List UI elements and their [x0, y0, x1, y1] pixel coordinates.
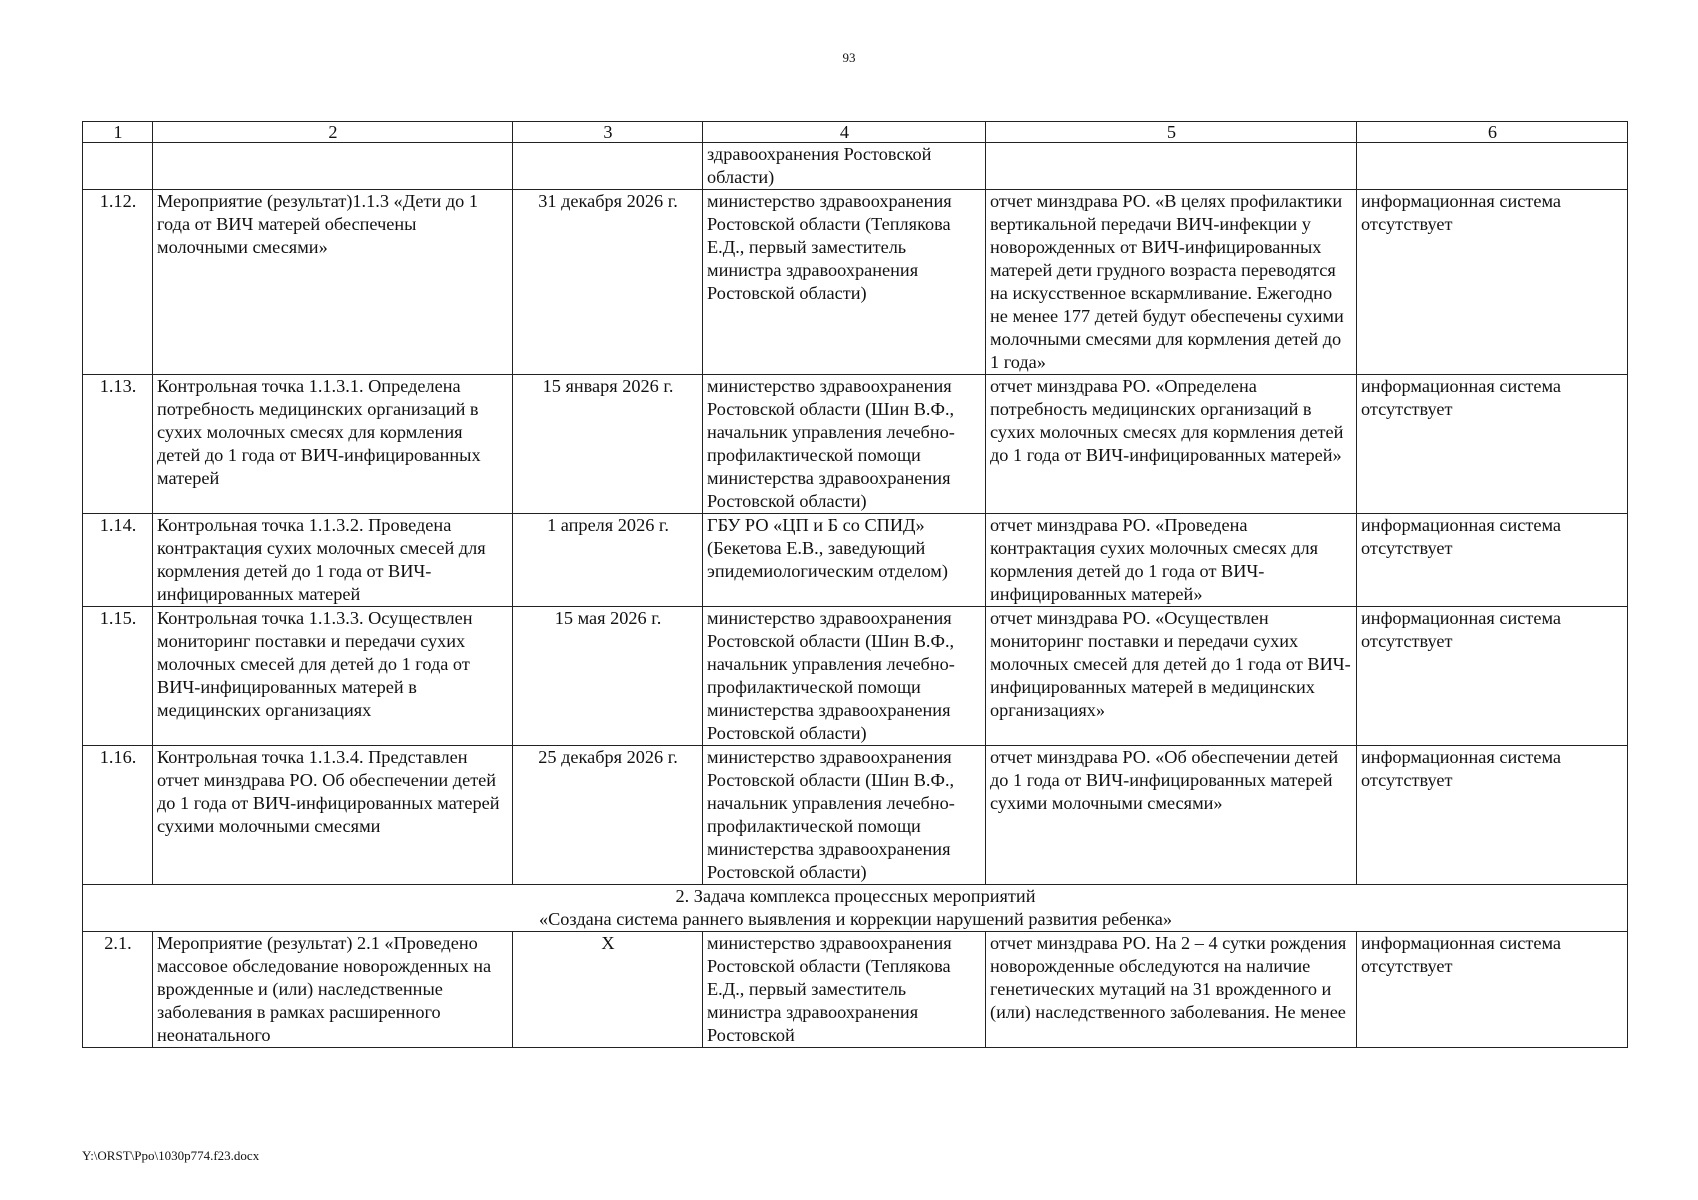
- column-header: 3: [513, 122, 703, 143]
- row-number: 2.1.: [83, 932, 153, 1048]
- table-row: [83, 932, 1628, 1048]
- task-heading-cell: [83, 885, 1628, 932]
- row-responsible: здравоохранения Ростовской области): [703, 143, 986, 190]
- plan-table: [82, 121, 1628, 1048]
- row-system: информационная система отсутствует: [1357, 932, 1628, 1048]
- row-number: 1.14.: [83, 514, 153, 607]
- table-row: [83, 143, 1628, 190]
- table-row: [83, 746, 1628, 885]
- task-heading-row: [83, 885, 1628, 932]
- row-date: [513, 143, 703, 190]
- row-responsible: министерство здравоохранения Ростовской области (Теплякова Е.Д., первый заместитель министра здравоохранения Ростовской области): [703, 190, 986, 375]
- row-name: Мероприятие (результат)1.1.3 «Дети до 1 года от ВИЧ матерей обеспечены молочными смесями»: [153, 190, 513, 375]
- row-date: 31 декабря 2026 г.: [513, 190, 703, 375]
- row-system: информационная система отсутствует: [1357, 607, 1628, 746]
- row-name: Контрольная точка 1.1.3.3. Осуществлен мониторинг поставки и передачи сухих молочных смесей для детей до 1 года от ВИЧ-инфицированных матерей в медицинских организациях: [153, 607, 513, 746]
- column-header: 6: [1357, 122, 1628, 143]
- row-result: отчет минздрава РО. «Проведена контрактация сухих молочных смесях для кормления детей до 1 года от ВИЧ-инфицированных матерей»: [986, 514, 1357, 607]
- column-header: 1: [83, 122, 153, 143]
- row-name: Контрольная точка 1.1.3.2. Проведена контрактация сухих молочных смесей для кормления детей до 1 года от ВИЧ-инфицированных матерей: [153, 514, 513, 607]
- row-number: 1.12.: [83, 190, 153, 375]
- table-header-row: [83, 122, 1628, 143]
- row-responsible: ГБУ РО «ЦП и Б со СПИД» (Бекетова Е.В., заведующий эпидемиологическим отделом): [703, 514, 986, 607]
- row-date: 1 апреля 2026 г.: [513, 514, 703, 607]
- row-date: 15 мая 2026 г.: [513, 607, 703, 746]
- row-date: 15 января 2026 г.: [513, 375, 703, 514]
- row-name: [153, 143, 513, 190]
- row-system: информационная система отсутствует: [1357, 746, 1628, 885]
- row-system: информационная система отсутствует: [1357, 375, 1628, 514]
- row-name: Контрольная точка 1.1.3.4. Представлен отчет минздрава РО. Об обеспечении детей до 1 года от ВИЧ-инфицированных матерей сухими молочными смесями: [153, 746, 513, 885]
- column-header: 5: [986, 122, 1357, 143]
- row-number: 1.13.: [83, 375, 153, 514]
- table-row: [83, 607, 1628, 746]
- row-result: отчет минздрава РО. «Осуществлен мониторинг поставки и передачи сухих молочных смесей для детей до 1 года от ВИЧ-инфицированных матерей в медицинских организациях»: [986, 607, 1357, 746]
- row-name: Контрольная точка 1.1.3.1. Определена потребность медицинских организаций в сухих молочных смесях для кормления детей до 1 года от ВИЧ-инфицированных матерей: [153, 375, 513, 514]
- task-heading-line1: 2. Задача комплекса процессных мероприятий: [675, 886, 1036, 906]
- row-responsible: министерство здравоохранения Ростовской области (Шин В.Ф., начальник управления лечебно-профилактической помощи министерства здравоохранения Ростовской области): [703, 375, 986, 514]
- row-result: отчет минздрава РО. «Определена потребность медицинских организаций в сухих молочных смесях для кормления детей до 1 года от ВИЧ-инфицированных матерей»: [986, 375, 1357, 514]
- column-header: 4: [703, 122, 986, 143]
- row-name: Мероприятие (результат) 2.1 «Проведено массовое обследование новорожденных на врожденные и (или) наследственные заболевания в рамках расширенного неонатального: [153, 932, 513, 1048]
- row-result: [986, 143, 1357, 190]
- row-responsible: министерство здравоохранения Ростовской области (Теплякова Е.Д., первый заместитель министра здравоохранения Ростовской: [703, 932, 986, 1048]
- row-date: X: [513, 932, 703, 1048]
- row-number: [83, 143, 153, 190]
- row-responsible: министерство здравоохранения Ростовской области (Шин В.Ф., начальник управления лечебно-профилактической помощи министерства здравоохранения Ростовской области): [703, 607, 986, 746]
- row-date: 25 декабря 2026 г.: [513, 746, 703, 885]
- page-number: 93: [842, 50, 856, 65]
- table-row: [83, 190, 1628, 375]
- table-row: [83, 514, 1628, 607]
- row-number: 1.16.: [83, 746, 153, 885]
- row-number: 1.15.: [83, 607, 153, 746]
- table-row: [83, 375, 1628, 514]
- column-header: 2: [153, 122, 513, 143]
- row-result: отчет минздрава РО. «В целях профилактики вертикальной передачи ВИЧ-инфекции у новорожденных от ВИЧ-инфицированных матерей дети грудного возраста переводятся на искусственное вскармливание. Ежегодно не менее 177 детей будут обеспечены сухими молочными смесями для кормления детей до 1 года»: [986, 190, 1357, 375]
- footer-file-path: Y:\ORST\Ppo\1030p774.f23.docx: [82, 1148, 260, 1163]
- row-system: информационная система отсутствует: [1357, 190, 1628, 375]
- row-result: отчет минздрава РО. «Об обеспечении детей до 1 года от ВИЧ-инфицированных матерей сухими молочными смесями»: [986, 746, 1357, 885]
- task-heading-line2: «Создана система раннего выявления и коррекции нарушений развития ребенка»: [538, 909, 1173, 929]
- row-responsible: министерство здравоохранения Ростовской области (Шин В.Ф., начальник управления лечебно-профилактической помощи министерства здравоохранения Ростовской области): [703, 746, 986, 885]
- row-system: информационная система отсутствует: [1357, 514, 1628, 607]
- row-system: [1357, 143, 1628, 190]
- row-result: отчет минздрава РО. На 2 – 4 сутки рождения новорожденные обследуются на наличие генетических мутаций на 31 врожденного и (или) наследственного заболевания. Не менее: [986, 932, 1357, 1048]
